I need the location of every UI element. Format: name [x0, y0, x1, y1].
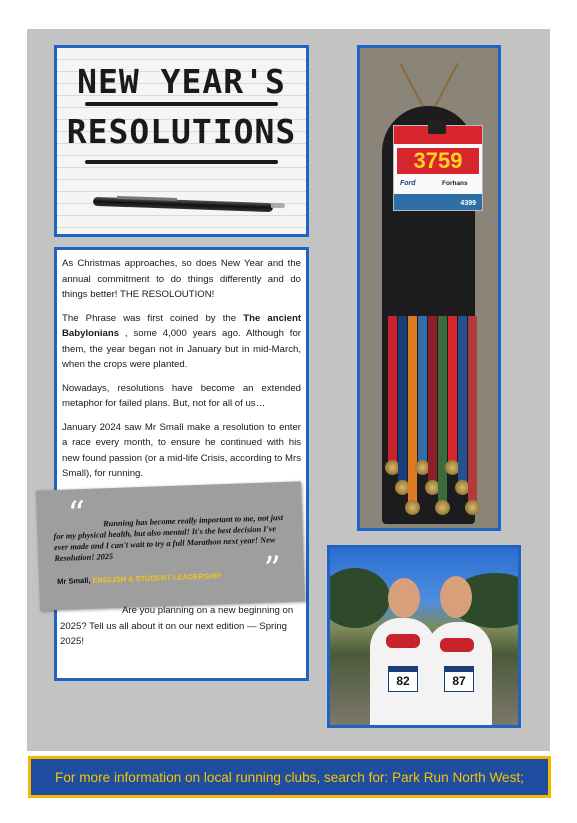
- article-paragraph: The Phrase was first coined by the The ancient Babylonians , some 4,000 years ago. Although for them, the year began not in January but in mid-March, when the crops were planted.: [62, 312, 302, 370]
- quote-role: ENGLISH & STUDENT LEADERSHIP: [92, 571, 222, 585]
- hanging-rope: [431, 63, 459, 113]
- header-title-line1: NEW YEAR'S: [77, 62, 286, 101]
- article-paragraph: As Christmas approaches, so does New Year and the annual commitment to do things differently and do things better! THE RESOLOUTION!: [62, 258, 301, 300]
- medal-ribbon: [388, 316, 397, 466]
- runners-photo: [327, 545, 521, 728]
- medal-ribbon: [418, 316, 427, 466]
- header-image: [54, 45, 309, 237]
- quote-card: [36, 481, 305, 610]
- runner-bib: 82: [388, 666, 418, 692]
- highlight-text: The ancient Babylonians: [62, 312, 302, 339]
- binder-clip-icon: [428, 120, 446, 134]
- header-title-line2: RESOLUTIONS: [66, 112, 297, 151]
- article-paragraph: January 2024 saw Mr Small make a resolution to enter a race every month, to ensure he continued with his new found passion (or a mid-life Crisis, according to Mrs Small), for running.: [62, 421, 301, 479]
- header-rule: [85, 160, 278, 164]
- medal-ribbon: [438, 316, 447, 506]
- bib-small-number: 4399: [460, 200, 476, 207]
- medal-ribbon: [408, 316, 417, 506]
- pen-icon: [93, 197, 273, 212]
- quote-attribution: Mr Small, ENGLISH & STUDENT LEADERSHIP: [57, 571, 222, 586]
- close-quote-icon: ”: [263, 549, 282, 590]
- medal-ribbon: [448, 316, 457, 466]
- medal-ribbon: [428, 316, 437, 486]
- medal-icon: [435, 500, 450, 515]
- bib-sponsor: Ford: [400, 180, 416, 187]
- bib-sponsor: Forhans: [442, 180, 468, 187]
- race-bib: [393, 125, 483, 211]
- footer-banner: [28, 756, 551, 798]
- medal-ribbon: [468, 316, 477, 506]
- medal-icon: [405, 500, 420, 515]
- open-quote-icon: “: [67, 493, 86, 535]
- medal-icon: [465, 500, 480, 515]
- footer-text: For more information on local running clubs, search for: Park Run North West;: [55, 769, 524, 785]
- medal-photo: [357, 45, 501, 531]
- pen-tip: [271, 203, 285, 208]
- runner-bib: 87: [444, 666, 474, 692]
- medal-ribbon: [458, 316, 467, 486]
- closing-paragraph: Are you planning on a new beginning on 2025? Tell us all about it on our next edition — Spring 2025!: [60, 605, 294, 647]
- header-rule: [85, 102, 278, 106]
- article-paragraph: Nowadays, resolutions have become an extended metaphor for failed plans. But, not for all of us…: [62, 382, 301, 409]
- hanging-rope: [399, 63, 427, 113]
- bib-number: 3759: [397, 148, 479, 174]
- runner-right-head: [440, 576, 472, 618]
- quote-text: Running has become really important to me, not just for my physical health, but also mental! It's the best decision I've ever made and I can't wait to try a full Marathon next year! New Resolution! 2025: [53, 513, 284, 564]
- medal-ribbon: [398, 316, 407, 486]
- runner-left-head: [388, 578, 420, 618]
